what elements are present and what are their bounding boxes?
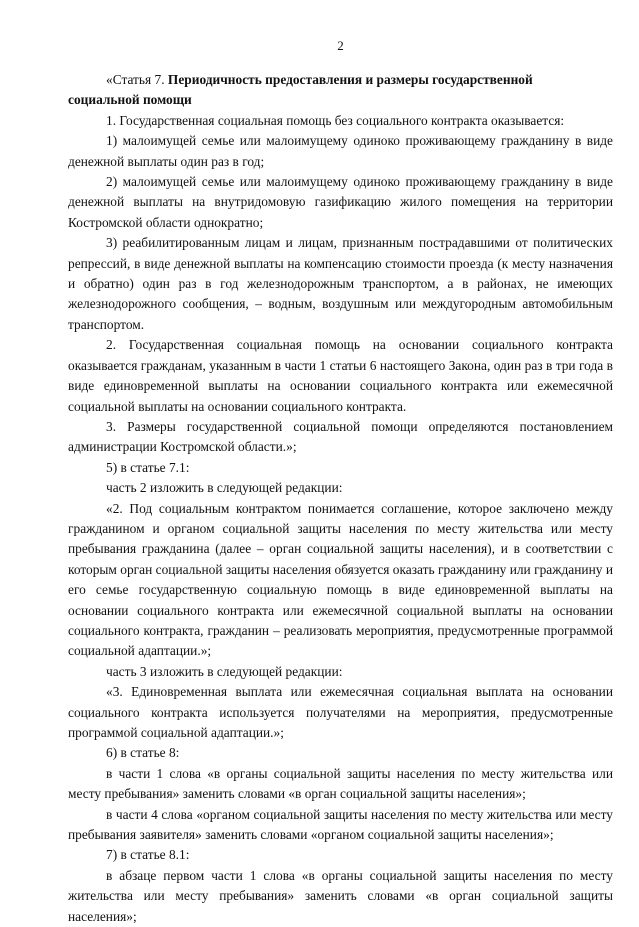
- article-7-item-1: 1) малоимущей семье или малоимущему одиноко проживающему гражданину в виде денежной выплаты один раз в год;: [68, 133, 613, 169]
- page-number: 2: [337, 38, 344, 53]
- amendment-5-part-3-intro: часть 3 изложить в следующей редакции:: [106, 663, 343, 679]
- amendment-6-part-1: в части 1 слова «в органы социальной защиты населения по месту жительства или месту пребывания» заменить словами «в орган социальной защиты населения»;: [68, 765, 613, 802]
- article-7-label: «Статья 7.: [106, 72, 168, 87]
- amendment-5-label: 5) в статье 7.1:: [106, 459, 190, 475]
- article-7-title-line1: Периодичность предоставления и размеры государственной: [167, 72, 533, 87]
- amendment-5-part-3-text: «3. Единовременная выплата или ежемесячная социальная выплата на основании социального контракта используется получателями на мероприятия, предусмотренные программой социальной адаптации.»;: [68, 684, 613, 740]
- amendment-5-part-2-intro: часть 2 изложить в следующей редакции:: [106, 480, 343, 496]
- amendment-5-part-2-text: «2. Под социальным контрактом понимается соглашение, которое заключено между гражданином и органом социальной защиты населения по месту жительства или месту пребывания гражданина (далее – орган социальной защиты населения), и в соответствии с которым орган социальной защиты населения обязуется оказать гражданину или гражданину и его семье государственную социальную помощь в виде единовременной выплаты на основании социального контракта или ежемесячной социальной выплаты на основании социального контракта, гражданин – реализовать мероприятия, предусмотренные программой социальной адаптации.»;: [68, 500, 613, 659]
- article-7-part-1: 1. Государственная социальная помощь без социального контракта оказывается:: [106, 112, 565, 128]
- amendment-6-part-4: в части 4 слова «органом социальной защиты населения по месту жительства или месту пребывания заявителя» заменить словами «органом социальной защиты населения»;: [68, 806, 613, 843]
- article-7-item-2: 2) малоимущей семье или малоимущему одиноко проживающему гражданину в виде денежной выплаты на внутридомовую газификацию жилого помещения на территории Костромской области однократно;: [68, 174, 613, 230]
- document-body: [68, 70, 613, 927]
- article-7-part-2: 2. Государственная социальная помощь на основании социального контракта оказывается гражданам, указанным в части 1 статьи 6 настоящего Закона, один раз в три года в виде единовременной выплаты на основании социального контракта или ежемесячной социальной выплаты на основании социального контракта.: [68, 337, 613, 414]
- article-7-item-3: 3) реабилитированным лицам и лицам, признанным пострадавшими от политических репрессий, в виде денежной выплаты на компенсацию стоимости проезда (к месту назначения и обратно) один раз в год железнодорожным транспортом, а в районах, не имеющих железнодорожного сообщения, – водным, воздушным или междугородным автомобильным транспортом.: [68, 235, 613, 332]
- article-7-title-line2: социальной помощи: [68, 92, 192, 108]
- amendment-7-paragraph-1: в абзаце первом части 1 слова «в органы социальной защиты населения по месту жительства или месту пребывания» заменить словами «в орган социальной защиты населения»;: [68, 867, 613, 924]
- amendment-6-label: 6) в статье 8:: [106, 745, 180, 761]
- article-7-heading: [68, 70, 613, 111]
- amendment-7-label: 7) в статье 8.1:: [106, 847, 190, 863]
- article-7-part-3: 3. Размеры государственной социальной помощи определяются постановлением администрации Костромской области.»;: [68, 418, 613, 455]
